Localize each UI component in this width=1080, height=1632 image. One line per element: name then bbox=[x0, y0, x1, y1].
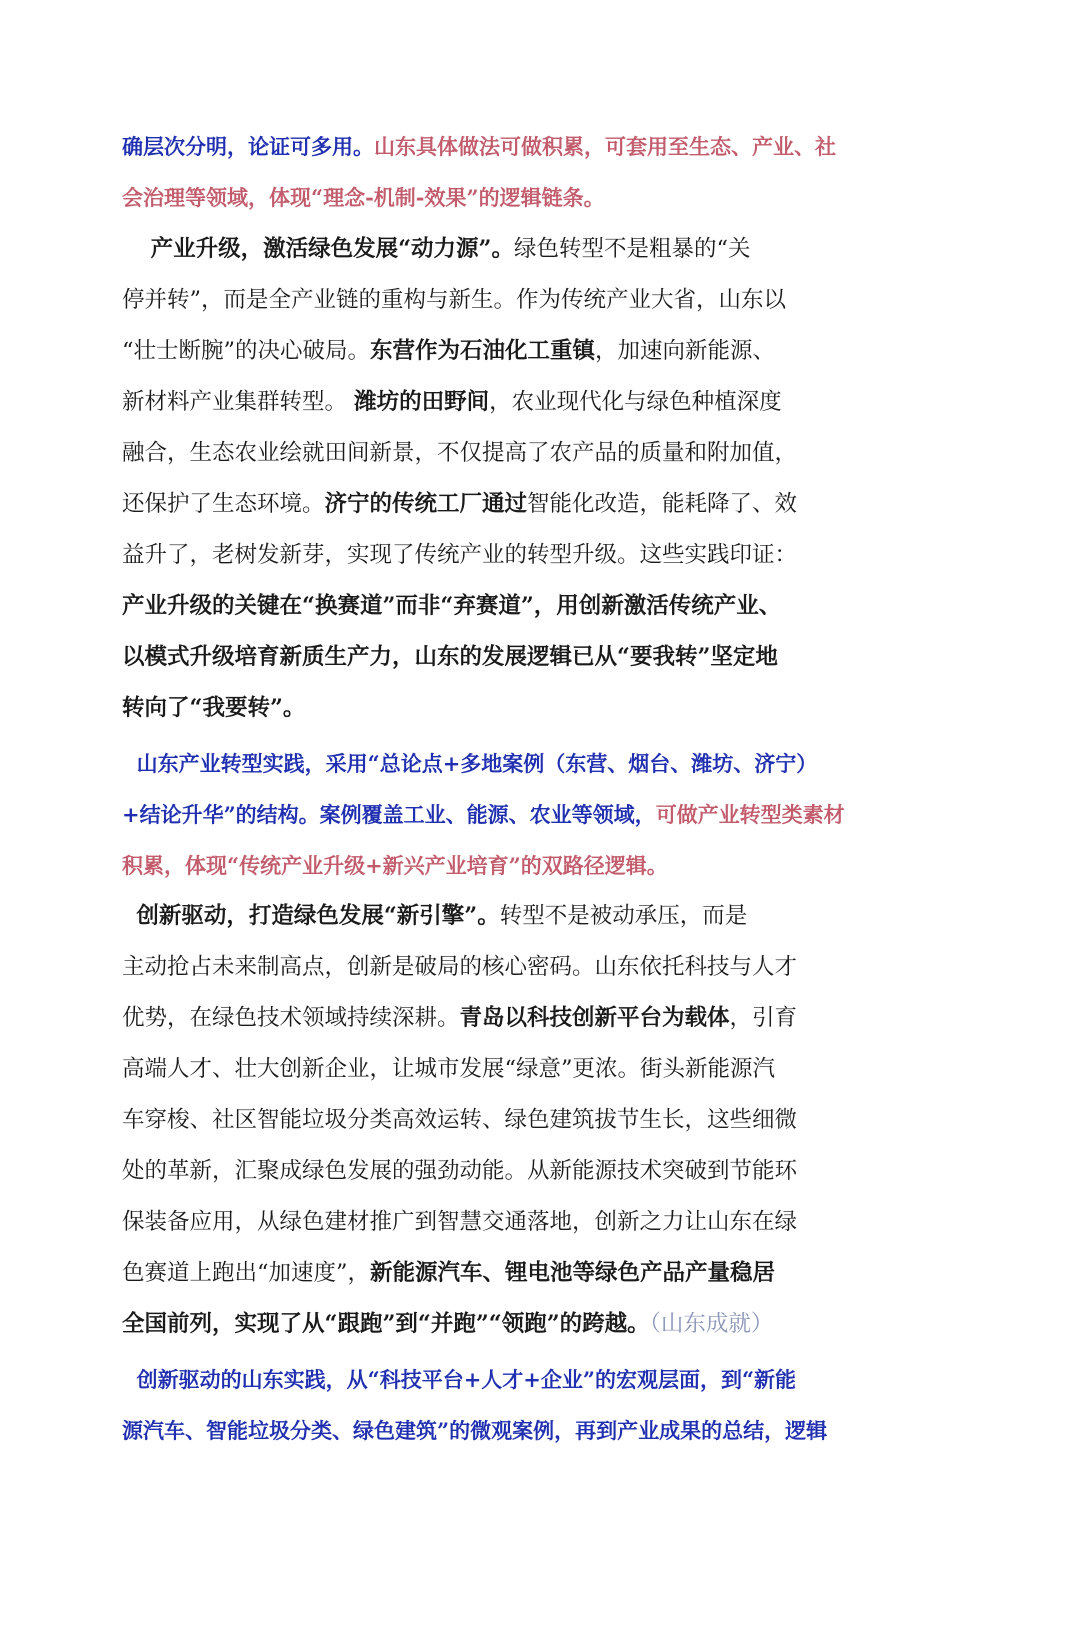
text-line bbox=[122, 1100, 938, 1140]
text-run: 以模式升级培育新质生产力，山东的发展逻辑已从“要我转”坚定地 bbox=[122, 644, 778, 670]
text-run bbox=[122, 903, 136, 929]
text-run: ，加速向新能源、 bbox=[595, 338, 776, 364]
text-line bbox=[122, 744, 938, 784]
text-run: 还保护了生态环境。 bbox=[122, 491, 325, 517]
text-line bbox=[122, 688, 938, 728]
text-run: 创新驱动，打造绿色发展“新引擎”。 bbox=[136, 903, 500, 929]
text-run: 会治理等领域，体现“理念-机制-效果”的逻辑链条。 bbox=[122, 185, 605, 210]
text-line bbox=[122, 947, 938, 987]
text-run: +结论升华”的结构。案例覆盖工业、能源、农业等领域， bbox=[122, 802, 656, 827]
text-line bbox=[122, 846, 938, 886]
text-run: （山东成就） bbox=[649, 1311, 774, 1337]
text-line bbox=[122, 795, 938, 835]
text-run: 全国前列，实现了从“跟跑”到“并跑”“领跑”的跨越。 bbox=[122, 1311, 650, 1337]
text-run: 优势，在绿色技术领域持续深耕。 bbox=[122, 1005, 460, 1031]
text-run: 保装备应用，从绿色建材推广到智慧交通落地，创新之力让山东在绿 bbox=[122, 1209, 798, 1235]
text-line bbox=[122, 1049, 938, 1089]
text-run: “壮士断腕”的决心破局。 bbox=[122, 338, 371, 364]
text-line bbox=[122, 896, 938, 936]
text-run: 山东具体做法可做积累，可套用至生态、产业、社 bbox=[374, 134, 836, 159]
text-run: 绿色转型不是粗暴的“关 bbox=[514, 236, 751, 262]
text-line bbox=[122, 484, 938, 524]
text-run: 青岛以科技创新平台为载体 bbox=[459, 1005, 730, 1031]
text-run: ，农业现代化与绿色种植深度 bbox=[489, 389, 782, 415]
text-run: 益升了，老树发新芽，实现了传统产业的转型升级。这些实践印证： bbox=[122, 542, 798, 568]
text-run: 处的革新，汇聚成绿色发展的强劲动能。从新能源技术突破到节能环 bbox=[122, 1158, 798, 1184]
text-line bbox=[122, 382, 938, 422]
text-run: 确层次分明，论证可多用。 bbox=[122, 134, 374, 159]
text-run: 创新驱动的山东实践，从“科技平台+人才+企业”的宏观层面，到“新能 bbox=[122, 1367, 797, 1392]
text-run: 转向了“我要转”。 bbox=[122, 695, 306, 721]
text-run: 新能源汽车、锂电池等绿色产品产量稳居 bbox=[370, 1260, 776, 1286]
text-run: 产业升级，激活绿色发展“动力源”。 bbox=[150, 236, 514, 262]
text-run: 色赛道上跑出“加速度”， bbox=[122, 1260, 371, 1286]
text-run: 产业升级的关键在“换赛道”而非“弃赛道”，用创新激活传统产业、 bbox=[122, 593, 782, 619]
text-run: 新材料产业集群转型。 bbox=[122, 389, 355, 415]
text-line bbox=[122, 178, 938, 218]
text-run: 融合，生态农业绘就田间新景，不仅提高了农产品的质量和附加值， bbox=[122, 440, 798, 466]
text-line bbox=[122, 586, 938, 626]
text-line bbox=[122, 998, 938, 1038]
text-line bbox=[122, 433, 938, 473]
text-run: 济宁的传统工厂通过 bbox=[324, 491, 528, 517]
text-line bbox=[122, 280, 938, 320]
text-line bbox=[122, 1304, 938, 1344]
text-line bbox=[122, 229, 938, 269]
text-line bbox=[122, 1151, 938, 1191]
text-run: 车穿梭、社区智能垃圾分类高效运转、绿色建筑拔节生长，这些细微 bbox=[122, 1107, 798, 1133]
text-line bbox=[122, 127, 938, 167]
text-run: 东营作为石油化工重镇 bbox=[370, 338, 596, 364]
text-run: 潍坊的田野间 bbox=[354, 389, 490, 415]
text-run: 停并转”，而是全产业链的重构与新生。作为传统产业大省，山东以 bbox=[122, 287, 787, 313]
text-line bbox=[122, 535, 938, 575]
text-run: 智能化改造，能耗降了、效 bbox=[527, 491, 798, 517]
text-line bbox=[122, 1411, 938, 1451]
text-run: 源汽车、智能垃圾分类、绿色建筑”的微观案例，再到产业成果的总结，逻辑 bbox=[122, 1418, 828, 1443]
text-line bbox=[122, 331, 938, 371]
text-line bbox=[122, 1202, 938, 1242]
text-run: 高端人才、壮大创新企业，让城市发展“绿意”更浓。街头新能源汽 bbox=[122, 1056, 776, 1082]
text-run: 可做产业转型类素材 bbox=[655, 802, 845, 827]
text-line bbox=[122, 1253, 938, 1293]
text-line bbox=[122, 637, 938, 677]
text-run: 山东产业转型实践，采用“总论点+多地案例（东营、烟台、潍坊、济宁） bbox=[122, 751, 818, 776]
text-run: 积累，体现“传统产业升级+新兴产业培育”的双路径逻辑。 bbox=[122, 853, 668, 878]
text-run bbox=[122, 236, 151, 262]
text-line bbox=[122, 1360, 938, 1400]
text-run: ，引育 bbox=[729, 1005, 798, 1031]
text-run: 转型不是被动承压，而是 bbox=[499, 903, 748, 929]
text-run: 主动抢占未来制高点，创新是破局的核心密码。山东依托科技与人才 bbox=[122, 954, 798, 980]
